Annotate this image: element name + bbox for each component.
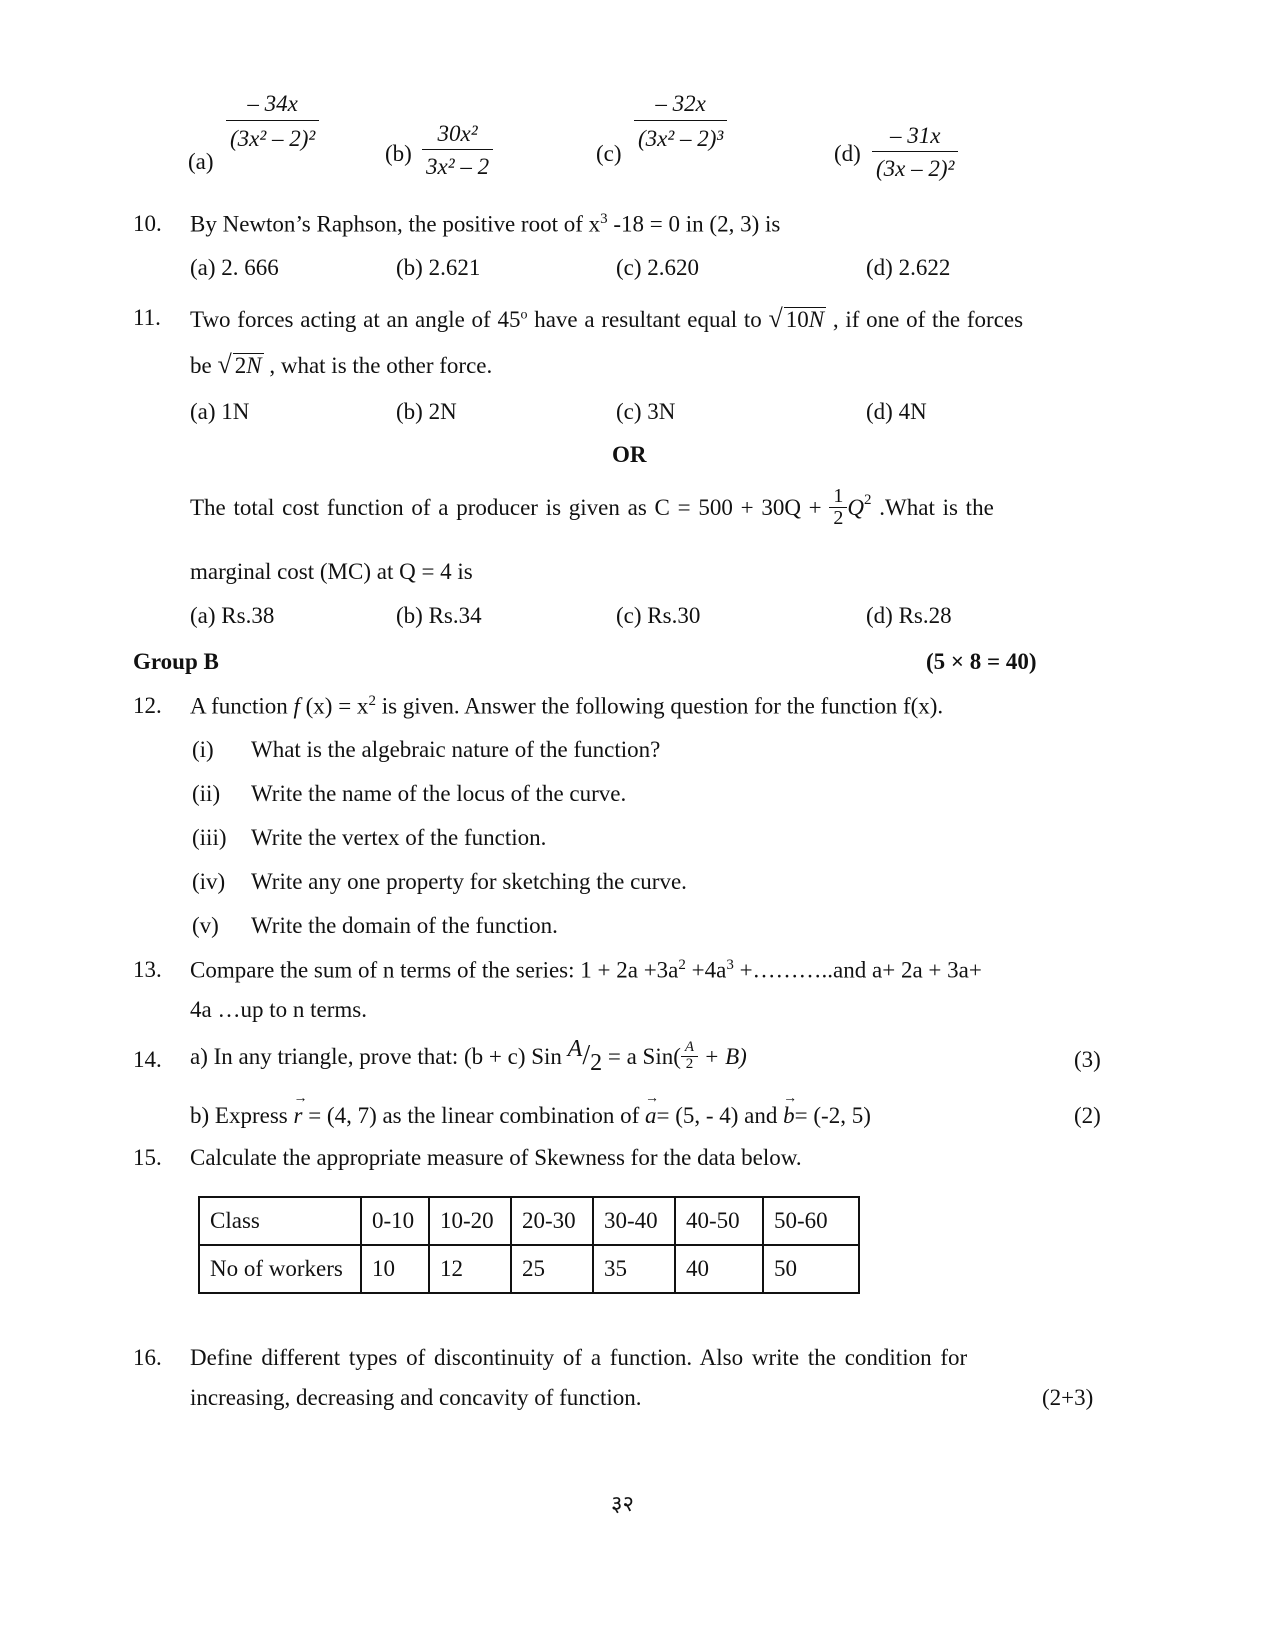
- table-cell: 12: [429, 1245, 511, 1293]
- q14-part-b: [190, 1104, 871, 1127]
- q11-option: (d) 4N: [866, 399, 927, 424]
- q11-option: (a) 1N: [190, 399, 250, 424]
- fraction-numerator: 1: [829, 486, 847, 508]
- q16-line1: Define different types of discontinuity of a function. Also write the condition for: [190, 1345, 968, 1370]
- fraction-denominator: 2: [833, 507, 844, 529]
- fraction: [634, 92, 727, 151]
- q14a-pre: a) In any triangle, prove that: (b + c) Sin: [190, 1043, 568, 1069]
- q9-option-b-frac: [422, 122, 493, 179]
- sqrt-radicand: [784, 307, 826, 331]
- divisor: 2: [590, 1050, 603, 1077]
- fraction: [681, 1040, 698, 1073]
- table-cell: 20-30: [511, 1197, 593, 1245]
- table-cell: 50-60: [763, 1197, 859, 1245]
- q13-sup1: 2: [678, 957, 686, 973]
- q12-item-label: (i): [192, 737, 214, 762]
- q15-text: Calculate the appropriate measure of Skewness for the data below.: [190, 1145, 802, 1170]
- q12-sup: 2: [368, 693, 376, 709]
- q11-alt-option: (d) Rs.28: [866, 603, 952, 628]
- q10-sup: 3: [600, 211, 608, 227]
- group-b-title: Group B: [133, 649, 219, 674]
- q12-item-label: (iv): [192, 869, 226, 894]
- fraction: [422, 122, 493, 179]
- q14-part-a: [190, 1036, 747, 1077]
- table-cell: 30-40: [593, 1197, 675, 1245]
- q13-line2: 4a …up to n terms.: [190, 997, 367, 1022]
- q13-line1: [190, 958, 982, 982]
- q10-number: 10.: [133, 211, 162, 236]
- q11-line1-pre: Two forces acting at an angle of 45: [190, 307, 521, 332]
- q11-alt-option: (a) Rs.38: [190, 603, 275, 628]
- q16-marks: (2+3): [1042, 1385, 1094, 1410]
- q13-number: 13.: [133, 957, 162, 982]
- fraction-numerator: – 31x: [872, 124, 958, 152]
- table-cell: 50: [763, 1245, 859, 1293]
- table-cell: 40: [675, 1245, 763, 1293]
- q11-alt-option: (c) Rs.30: [616, 603, 701, 628]
- q11-line1: [190, 306, 1023, 332]
- fraction-numerator: 30x²: [422, 122, 493, 150]
- q11-line2: [190, 352, 492, 378]
- q13-line1-a: Compare the sum of n terms of the series: 1 + 2a +3a: [190, 957, 679, 983]
- radicand-value: 10: [785, 307, 809, 332]
- q11-line1-post: , if one of the forces: [826, 307, 1024, 332]
- degree-mark: o: [520, 307, 528, 323]
- fraction-denominator: 3x² – 2: [426, 154, 490, 180]
- fraction-denominator: (3x² – 2)²: [230, 126, 316, 152]
- fraction: [226, 92, 319, 151]
- q14a-mid: = a Sin(: [602, 1043, 681, 1069]
- table-cell: 40-50: [675, 1197, 763, 1245]
- q13-line1-c: +………..and a+ 2a + 3a+: [733, 957, 982, 983]
- q12-text-mid: (x) = x: [299, 693, 369, 719]
- q12-text: [190, 694, 943, 718]
- table-cell: 35: [593, 1245, 675, 1293]
- table-row-header: Class: [199, 1197, 361, 1245]
- fraction-denominator: (3x – 2)²: [876, 156, 955, 182]
- skewness-table: [198, 1196, 860, 1294]
- q13-line1-b: +4a: [685, 957, 727, 983]
- q11-alt-line1-pre: The total cost function of a producer is given as C = 500 + 30Q +: [190, 495, 822, 520]
- q15-number: 15.: [133, 1145, 162, 1170]
- fraction: [872, 124, 958, 181]
- or-divider: OR: [612, 442, 647, 467]
- q11-option: (b) 2N: [396, 399, 457, 424]
- q12-item-text: What is the algebraic nature of the function?: [251, 737, 661, 762]
- q9-option-c-frac: [634, 92, 727, 151]
- q11-number: 11.: [133, 305, 161, 330]
- group-b-marks: (5 × 8 = 40): [926, 649, 1037, 674]
- q10-text-pre: By Newton’s Raphson, the positive root of x: [190, 211, 601, 237]
- q14a-marks: (3): [1074, 1047, 1101, 1072]
- q12-text-pre: A function: [190, 693, 294, 719]
- q-sup: 2: [864, 492, 872, 509]
- table-row-header: No of workers: [199, 1245, 361, 1293]
- unit: N: [246, 353, 262, 378]
- q12-item-label: (v): [192, 913, 219, 938]
- fraction-numerator: – 32x: [634, 92, 727, 121]
- q11-option: (c) 3N: [616, 399, 676, 424]
- q9-option-a-frac: [226, 92, 319, 151]
- q10-option: (c) 2.620: [616, 255, 700, 280]
- q14a-half-angle: [567, 1036, 603, 1077]
- q12-item-text: Write the domain of the function.: [251, 913, 558, 938]
- table-row: [199, 1197, 859, 1245]
- q10-option: (b) 2.621: [396, 255, 481, 280]
- radicand-value: 2: [234, 353, 247, 378]
- fraction-numerator: A: [681, 1040, 698, 1057]
- fraction-denominator: 2: [685, 1055, 694, 1072]
- q10-text: [190, 212, 780, 236]
- slash: /: [582, 1040, 591, 1072]
- vector-b: b →: [783, 1104, 795, 1127]
- q10-option: (a) 2. 666: [190, 255, 279, 280]
- fraction-denominator: (3x² – 2)³: [638, 126, 724, 152]
- page-number: ३२: [611, 1492, 634, 1517]
- q12-item-text: Write the name of the locus of the curve.: [251, 781, 627, 806]
- table-cell: 0-10: [361, 1197, 429, 1245]
- q11-alt-line1: [190, 486, 994, 529]
- q10-option: (d) 2.622: [866, 255, 951, 280]
- q12-number: 12.: [133, 693, 162, 718]
- q13-sup2: 3: [726, 957, 734, 973]
- vector-a: a →: [645, 1104, 657, 1127]
- q14b-mid2: = (5, - 4) and: [656, 1103, 784, 1128]
- q14a-post: + B): [698, 1043, 747, 1069]
- q9-option-b-label: (b): [385, 141, 412, 166]
- unit: N: [808, 307, 825, 332]
- sqrt-sign: √: [217, 350, 232, 379]
- fraction: [829, 486, 847, 529]
- q12-item-text: Write any one property for sketching the curve.: [251, 869, 687, 894]
- q16-line2: increasing, decreasing and concavity of function.: [190, 1385, 642, 1410]
- table-cell: 25: [511, 1245, 593, 1293]
- q11-alt-line1-post: .What is the: [871, 495, 994, 520]
- table-cell: 10-20: [429, 1197, 511, 1245]
- function-symbol: f: [293, 693, 300, 719]
- q12-item-label: (ii): [192, 781, 221, 806]
- q11-line1-mid: have a resultant equal to: [527, 307, 769, 332]
- q16-number: 16.: [133, 1345, 162, 1370]
- q9-option-c-label: (c): [596, 141, 622, 166]
- q9-option-d-frac: [872, 124, 958, 181]
- q14b-post: = (-2, 5): [794, 1103, 871, 1128]
- q11-line2-pre: be: [190, 353, 218, 378]
- q14b-pre: b) Express: [190, 1103, 294, 1128]
- q12-text-post: is given. Answer the following question for the function f(x).: [375, 693, 944, 719]
- q14-number: 14.: [133, 1047, 162, 1072]
- q11-alt-option: (b) Rs.34: [396, 603, 482, 628]
- q12-item-text: Write the vertex of the function.: [251, 825, 547, 850]
- vector-r: r →: [293, 1104, 302, 1127]
- angle-a: A: [567, 1036, 583, 1063]
- table-cell: 10: [361, 1245, 429, 1293]
- q9-option-a-label: (a): [188, 149, 214, 174]
- q10-text-post: -18 = 0 in (2, 3) is: [607, 211, 781, 237]
- sqrt-sign: √: [768, 304, 783, 333]
- fraction-numerator: – 34x: [226, 92, 319, 121]
- q11-line2-post: , what is the other force.: [263, 353, 493, 378]
- q11-alt-line2: marginal cost (MC) at Q = 4 is: [190, 559, 473, 584]
- q-variable: Q: [847, 495, 865, 520]
- q14b-mid1: = (4, 7) as the linear combination of: [302, 1103, 645, 1128]
- table-row: [199, 1245, 859, 1293]
- q12-item-label: (iii): [192, 825, 227, 850]
- q9-option-d-label: (d): [834, 141, 861, 166]
- sqrt-radicand: [233, 353, 264, 377]
- q9-option-a: [188, 92, 214, 174]
- q14b-marks: (2): [1074, 1103, 1101, 1128]
